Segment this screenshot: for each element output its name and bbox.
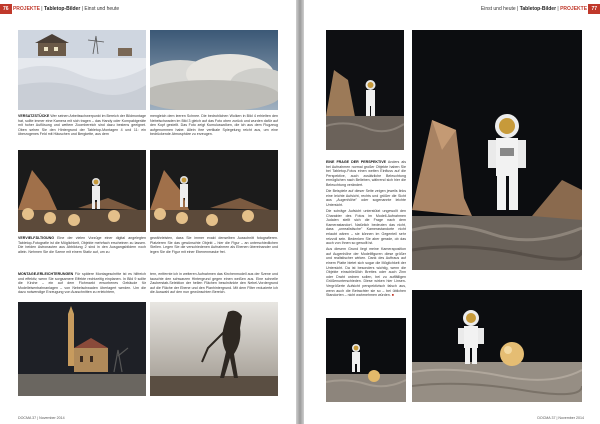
astronaut-rock-photo-small (326, 30, 404, 150)
right-heading-1: EINE FRAGE DER PERSPEKTIVE (326, 160, 387, 164)
left-paragraph-2b (150, 236, 278, 254)
astronaut-ball-photo-small (326, 318, 406, 402)
right-footer: DOCMA 37 | November 2014 (537, 416, 584, 420)
left-breadcrumb-sub: Einst und heute (84, 6, 120, 12)
left-header: 76 PROJEKTE | Tabletop-Bilder | Einst und heute (0, 4, 119, 14)
left-body-3b: tern, entfernte ich in weiteren Aufnahmen das Kirchenmodell aus der Szene und tauschte den schwarzen Hintergrund gegen einen weißen aus. Eine schnelle Zauberstab-Selektion der hellen Flächen beschränkte den Nebel-Vordergrund auf die Fläche der Ebene und den Planhintergrund. Mit dem Filter reduzierte ich die Auswahl auf den nun gewünschten Bereich. (150, 272, 278, 295)
astronaut-single-photo-1 (18, 150, 146, 232)
snowy-farmhouse-photo (18, 30, 146, 110)
astronaut-rock-photo-large (412, 30, 582, 270)
right-body-2: Die Beispiele auf dieser Seite zeigen jeweils links eine leichte Aufsicht, rechts und größer die Sicht aus „Augenhöhe" oder sogenannte leichte Untersicht. (326, 189, 406, 207)
left-body-2b: gewährleisten, dass Sie immer exakt denselben Ausschnitt fotografieren. Platzieren Sie das gewünschte Objekt – hier die Figur – an unterschiedlichen Stellen. Legen Sie die verschiedenen Aufnahmen als Ebenen übereinander und legen Sie die Figur mit einer Ebenenmaske frei. (150, 236, 278, 254)
right-body-4: Aus diesem Grund liegt meine Kameraposition auf Augenhöhe der Modellfiguren diese größer und realistischer wirken. Dank des Auftraus auf einem Platte bietet sich sogar die Möglichkeit der Untersicht. Da ist besonders wichtig, wenn die Objekte einschließlich Brettes oder auch Zinn oder Draht ordnen sollen, bei zu auffälligen Größenunterschieden. Diese wirken hier Linsen-Vergrößerte Aufsicht perspektivisch falsch aus, wenn auch die Betrachter sie so – bei üblichen Standorten – nicht wahrnehmen würden. (326, 247, 406, 298)
cloudscape-photo (150, 30, 278, 110)
left-paragraph-1 (18, 114, 146, 137)
left-body-3: Für spätere Montageschritte ist es hilfreich und effektiv, wenn Sie sorgsamere Effekte rechtzeitig einplanen. In Bild 9 sollte die Kirche – ein auf dem Flohmarkt erworbenes Gebäude für Modelleisenbahnanlagen – von Nebelschwaden überlagert werden. Um die dazu notwendige Erzeugung von Ausschnitten zu erleichtern, (18, 272, 146, 295)
left-body-1: Wer seinen Arbeitsschwerpunkt im Bereich der Bildmontage hat, sollte immer eine Kamera mit sich tragen – das Handy oder Kompaktgeräte mit hoher Auflösung und weitem Zoombereich sind dazu bestens geeignet. Oben sehen Sie den Hintergrund der Tabletop-Montagen 4 und 11: ein überzogenes Feld mit Häuschen und Bergkette, aus dem (18, 114, 146, 137)
article-end-mark: ■ (391, 293, 394, 298)
left-paragraph-3b (150, 272, 278, 295)
left-page (0, 0, 296, 424)
left-heading-3: MONTAGE-ERLEICHTERUNGEN (18, 272, 74, 276)
left-body-1b: mengleich dem leeren Schnee. Die bedrohlichen Wolken in Bild 4 erhielten den Nebelschwaden im Bild 3 gleich auf das Foto oben zurück und wurden dafür auf den Kopf gestellt. Das Foto zeigt Kumuluswolken, die ich aus dem Flugzeug aufgenommen habe. Allein ihre vertikale Spiegelung reicht aus, um eine bedrückende Atmosphäre zu erzeugen. (150, 114, 278, 137)
right-header: Einst und heute | Tabletop-Bilder | PROJEKTE 77 (481, 4, 600, 14)
right-section-label: PROJEKTE (560, 6, 588, 12)
left-page-number: 76 (0, 4, 12, 14)
right-paragraph-1 (326, 160, 406, 299)
left-breadcrumb-title: Tabletop-Bilder (43, 6, 81, 12)
left-heading-2: VERVIELFÄLTIGUNG (18, 236, 55, 240)
left-paragraph-1b (150, 114, 278, 137)
left-footer: DOCMA 37 | November 2014 (18, 416, 65, 420)
page-gutter (296, 0, 304, 424)
right-page-number: 77 (588, 4, 600, 14)
left-heading-1: VERSATZSTÜCKE (18, 114, 50, 118)
right-body-3: Die schräge Aufsicht unterstützt ungewollt den Charakter des Fotos im Modell-Aufnahmen Judaien stellt sich die Frage nach dem Kamerastandort. Natürlich bedeuten das nicht, dass „unrealistische" Kamerastandorte nicht erlaubt wären – sie können im Gegenteil sehr reizvoll sein. Bedenken Sie aber gerade, ob das auch von Ihnen so gewollt ist. (326, 208, 406, 246)
right-page (304, 0, 600, 424)
astronaut-ball-photo-large (412, 290, 582, 402)
left-section-label: PROJEKTE (12, 6, 40, 12)
right-breadcrumb-sub: Einst und heute (480, 6, 516, 12)
right-breadcrumb-title: Tabletop-Bilder (519, 6, 557, 12)
alien-silhouette-photo (150, 302, 278, 396)
church-ruin-photo (18, 302, 146, 396)
left-body-2: Eine der vielen Vorzüge einer digital angelegten Tabletop-Fotografie ist die Möglichkeit, Objekte mehrfach erscheinen zu lassen. Die beiden Astronauten aus Abbildung 2 sind in den Ausgangsbildern noch allein. Nehmen Sie die Szene mit einem Stativ auf, um zu (18, 236, 146, 254)
astronaut-single-photo-2 (150, 150, 278, 232)
left-paragraph-2 (18, 236, 146, 254)
left-paragraph-3 (18, 272, 146, 295)
right-body-1: Anders als bei Aufnahmen normal großer Objekte haben Sie bei Tabletop-Fotos einen weiten Einfluss auf die Perspektive, auch zusätzliche Beleuchtung ermöglichen nach Belieben, während sich hier die Beleuchtung verändert. (326, 160, 406, 187)
